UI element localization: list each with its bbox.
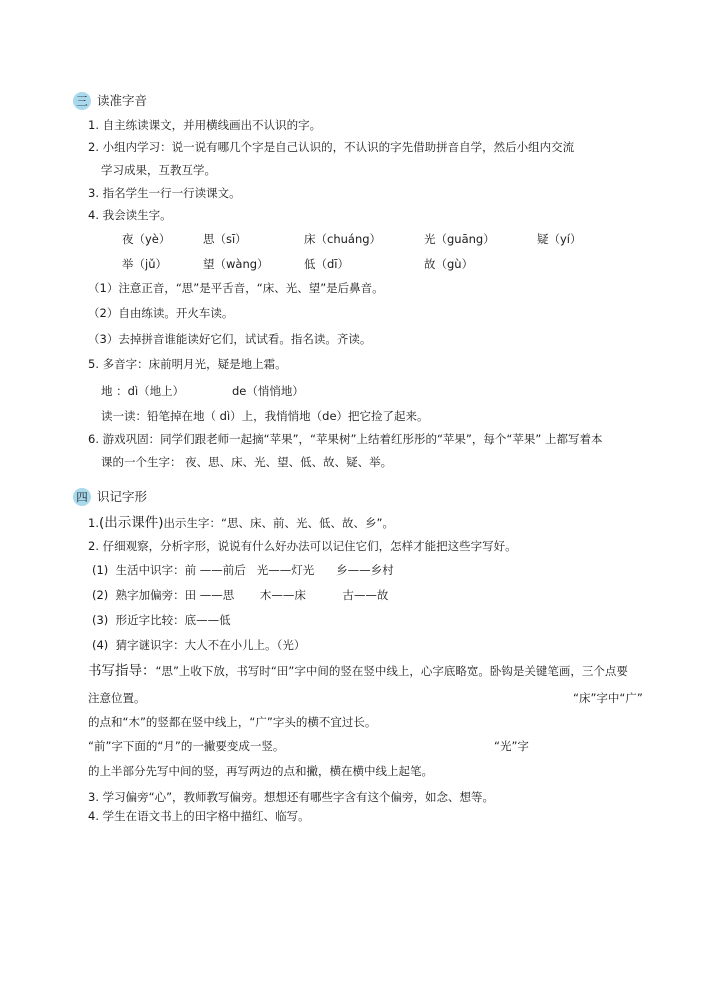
- sub-item: （2）自由练读。开火车读。: [88, 306, 234, 320]
- writing-guide-text: “床”字中“广”: [573, 691, 643, 705]
- list-item: 4. 学生在语文书上的田字格中描红、临写。: [88, 809, 310, 823]
- practice-sentence: 读一读：铅笔掉在地（ dì）上，我悄悄地（de）把它捡了起来。: [101, 409, 429, 423]
- writing-guide-text: 的点和“木”的竖都在竖中线上，“广”字头的横不宜过长。: [88, 715, 377, 729]
- courseware-tag: (出示课件): [98, 515, 164, 531]
- character-pinyin: 思（sī）: [203, 232, 247, 246]
- method-item: (4) 猜字谜识字：大人不在小儿上。（光）: [92, 638, 306, 652]
- list-item-continuation: 学习成果，互教互学。: [101, 163, 216, 177]
- character-pinyin: 疑（yí）: [537, 232, 582, 246]
- character-pinyin: 光（guāng）: [424, 232, 495, 246]
- list-item-continuation: 课的一个生字： 夜、思、床、光、望、低、故、疑、举。: [101, 455, 393, 469]
- list-item: 5. 多音字：床前明月光，疑是地上霜。: [88, 357, 287, 371]
- writing-guide-line: [88, 663, 628, 679]
- method-item: (1) 生活中识字：前 ——前后 光——灯光 乡——乡村: [92, 563, 394, 577]
- writing-guide-label: 书写指导：: [88, 663, 156, 679]
- sub-item: （1）注意正音，“思”是平舌音，“床、光、望”是后鼻音。: [88, 281, 384, 295]
- writing-guide-text: 注意位置。: [88, 691, 146, 705]
- list-item: 6. 游戏巩固：同学们跟老师一起摘“苹果”，“苹果树”上结着红彤彤的“苹果”，每个“苹果” 上都写着本: [88, 432, 603, 446]
- item-text: 出示生字：“思、床、前、光、低、故、乡”。: [163, 516, 394, 530]
- sub-item: （3）去掉拼音谁能读好它们，试试看。指名读。齐读。: [88, 332, 372, 346]
- list-item: 2. 仔细观察，分析字形，说说有什么好办法可以记住它们，怎样才能把这些字写好。: [88, 539, 517, 553]
- character-pinyin: 夜（yè）: [122, 232, 171, 246]
- list-item: 3. 学习偏旁“心”，教师教写偏旁。想想还有哪些字含有这个偏旁，如念、想等。: [88, 790, 495, 804]
- list-item: 2. 小组内学习：说一说有哪几个字是自己认识的，不认识的字先借助拼音自学，然后小组内交流: [88, 140, 575, 154]
- character-pinyin: 故（gù）: [424, 257, 474, 271]
- section-number-badge: 三: [73, 92, 91, 110]
- method-item: (2) 熟字加偏旁：田 ——思 木——床 古——故: [92, 588, 389, 602]
- list-item: 1. 自主练读课文，并用横线画出不认识的字。: [88, 118, 322, 132]
- character-pinyin: 低（dī）: [304, 257, 349, 271]
- section-number-badge: 四: [73, 488, 91, 506]
- character-pinyin: 床（chuáng）: [304, 232, 382, 246]
- writing-guide-text: “前”字下面的“月”的一撇要变成一竖。: [88, 739, 285, 753]
- list-item: [88, 515, 394, 531]
- list-item: 3. 指名学生一行一行读课文。: [88, 186, 241, 200]
- section-title: 读准字音: [97, 93, 148, 108]
- list-item: 4. 我会读生字。: [88, 208, 172, 222]
- writing-guide-text: 的上半部分先写中间的竖，再写两边的点和撇，横在横中线上起笔。: [88, 764, 433, 778]
- character-pinyin: 举（jǔ）: [122, 257, 167, 271]
- polyphone-reading: 地 ：dì（地上）: [101, 384, 185, 398]
- polyphone-reading: de（悄悄地）: [232, 384, 304, 398]
- item-number: 1.: [88, 516, 99, 530]
- writing-guide-text: “思”上收下放，书写时“田”字中间的竖在竖中线上，心字底略宽。卧钩是关键笔画，三个点要: [155, 664, 628, 678]
- writing-guide-text: “光”字: [494, 739, 529, 753]
- character-pinyin: 望（wàng）: [203, 257, 269, 271]
- section-title: 识记字形: [97, 489, 148, 504]
- method-item: (3) 形近字比较：底——低: [92, 613, 231, 627]
